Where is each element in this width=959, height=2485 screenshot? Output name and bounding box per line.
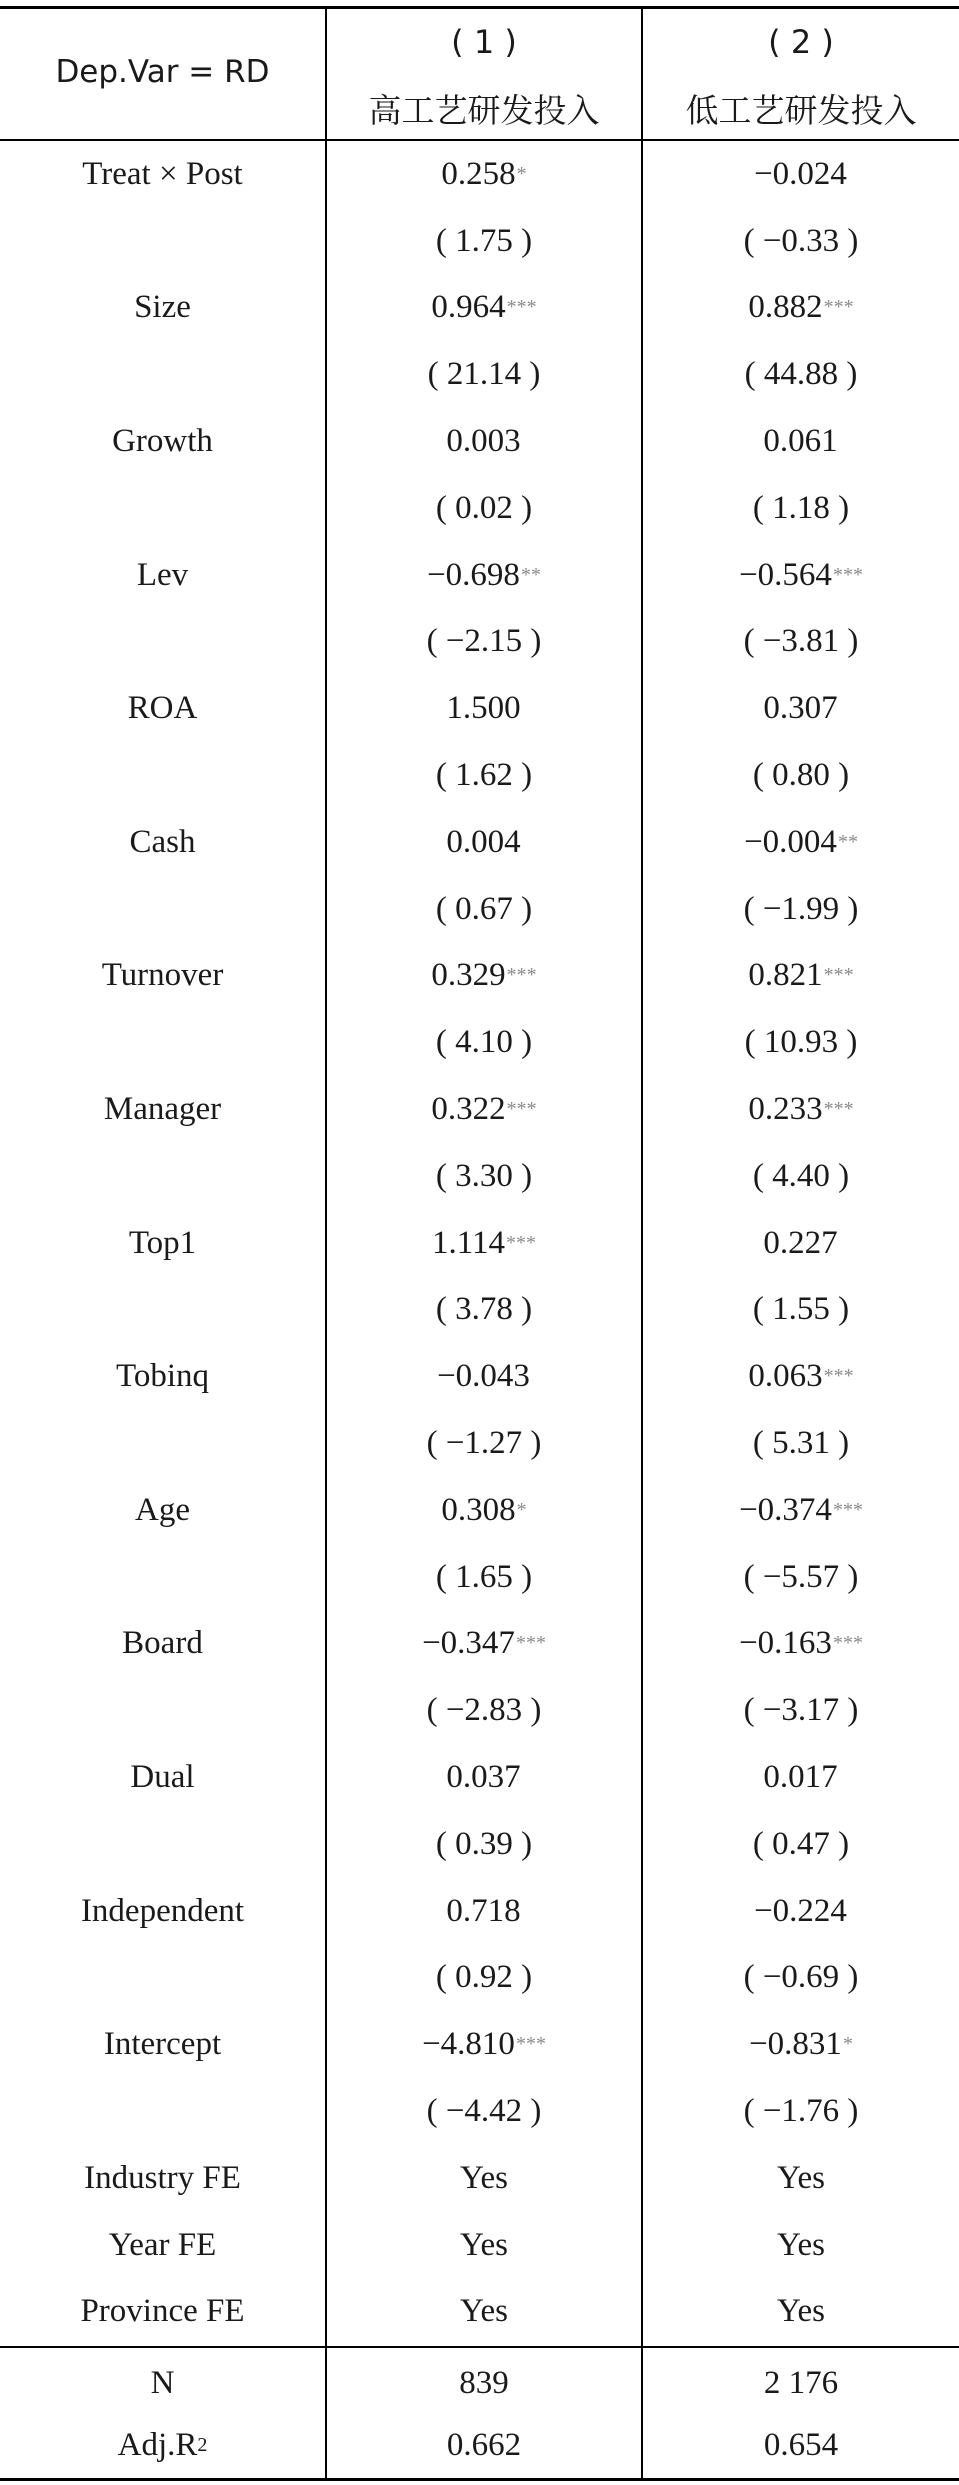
variable-label: Cash [129, 823, 196, 860]
coefficient-col2 [643, 1210, 959, 1277]
column-2-title: 低工艺研发投入 [685, 90, 917, 130]
coefficient-col1 [327, 1744, 641, 1811]
significance-stars: *** [506, 1231, 537, 1254]
t-stat-col1: ( −2.15 ) [426, 623, 542, 660]
coefficient-col2 [643, 542, 959, 609]
variable-label: Manager [103, 1091, 222, 1128]
coefficient-col2-value: 0.821 [748, 957, 823, 994]
variable-label: Intercept [103, 2026, 222, 2063]
coefficient-col2-value: 0.061 [763, 423, 838, 460]
t-stat-col1: ( 21.14 ) [427, 356, 541, 393]
coefficient-col1 [327, 675, 641, 742]
coefficient-col1 [327, 1477, 641, 1544]
t-stat-col1: ( 1.65 ) [435, 1558, 533, 1595]
significance-stars: *** [823, 1098, 854, 1121]
coefficient-col2 [643, 275, 959, 342]
t-stat-col2: ( 4.40 ) [752, 1157, 850, 1194]
n-value-1: 839 [459, 2364, 509, 2401]
variable-label: Lev [136, 556, 189, 593]
significance-stars: *** [823, 296, 854, 319]
coefficient-col2 [643, 2011, 959, 2078]
coefficient-col2 [643, 943, 959, 1010]
coefficient-col2 [643, 1076, 959, 1143]
significance-stars: *** [832, 563, 863, 586]
coefficient-col1-value: 0.329 [431, 957, 506, 994]
fixed-effect-col1: Yes [459, 2226, 509, 2263]
fixed-effect-col2: Yes [776, 2293, 826, 2330]
variable-label: Size [134, 289, 191, 326]
coefficient-col2 [643, 1878, 959, 1945]
variable-label: Independent [80, 1892, 245, 1929]
coefficient-col1-value: 0.964 [431, 289, 506, 326]
t-stat-col2: ( 1.18 ) [752, 489, 850, 526]
coefficient-col1-value: −0.347 [422, 1625, 515, 1662]
coefficient-col2-value: 0.882 [748, 289, 823, 326]
significance-stars: ** [837, 830, 858, 853]
fixed-effect-col1: Yes [459, 2159, 509, 2196]
coefficient-col1-value: 0.718 [446, 1892, 521, 1929]
t-stat-col1: ( 0.67 ) [435, 890, 533, 927]
t-stat-col1: ( −2.83 ) [426, 1692, 542, 1729]
coefficient-col1 [327, 1878, 641, 1945]
coefficient-col1-value: −0.698 [427, 556, 520, 593]
t-stat-col1: ( 3.30 ) [435, 1157, 533, 1194]
coefficient-col2 [643, 1744, 959, 1811]
coefficient-col2-value: −0.831 [749, 2026, 842, 2063]
t-stat-col2: ( −3.17 ) [743, 1692, 859, 1729]
column-1-number: ( 1 ) [451, 23, 517, 61]
coefficient-col1-value: 0.258 [441, 155, 516, 192]
t-stat-col2: ( 1.55 ) [752, 1291, 850, 1328]
t-stat-col2: ( −1.99 ) [743, 890, 859, 927]
column-2-number: ( 2 ) [768, 23, 834, 61]
coefficient-col2-value: −0.163 [739, 1625, 832, 1662]
column-1-title: 高工艺研发投入 [368, 90, 600, 130]
t-stat-col2: ( −1.76 ) [743, 2093, 859, 2130]
coefficient-col2-value: 0.227 [763, 1224, 838, 1261]
coefficient-col1 [327, 943, 641, 1010]
variable-label: Dual [130, 1759, 195, 1796]
coefficient-col1 [327, 1611, 641, 1678]
coefficient-col2-value: 0.017 [763, 1759, 838, 1796]
t-stat-col1: ( 0.39 ) [435, 1825, 533, 1862]
fixed-effect-label: Year FE [108, 2226, 217, 2263]
adj-r2-value-1: 0.662 [446, 2426, 522, 2463]
coefficient-col1 [327, 1343, 641, 1410]
t-stat-col2: ( −3.81 ) [743, 623, 859, 660]
t-stat-col2: ( 10.93 ) [744, 1024, 858, 1061]
significance-stars: *** [506, 296, 537, 319]
t-stat-col2: ( −0.33 ) [743, 222, 859, 259]
coefficient-col2 [643, 408, 959, 475]
adj-r2-text: Adj.R [117, 2426, 198, 2463]
coefficient-col1 [327, 809, 641, 876]
dep-var-header: Dep.Var = RD [55, 54, 270, 90]
adj-r2-value-2: 0.654 [763, 2426, 839, 2463]
coefficient-col1-value: 0.322 [431, 1091, 506, 1128]
coefficient-col1-value: −4.810 [422, 2026, 515, 2063]
coefficient-col2 [643, 1343, 959, 1410]
variable-label: ROA [127, 690, 198, 727]
coefficient-col2-value: 0.233 [748, 1091, 823, 1128]
top-rule [0, 6, 959, 9]
variable-label: Growth [112, 423, 213, 460]
significance-stars: *** [832, 1498, 863, 1521]
t-stat-col1: ( 3.78 ) [435, 1291, 533, 1328]
coefficient-col1 [327, 141, 641, 208]
t-stat-col1: ( 4.10 ) [435, 1024, 533, 1061]
significance-stars: *** [506, 964, 537, 987]
coefficient-col2-value: −0.024 [754, 155, 847, 192]
t-stat-col2: ( 44.88 ) [744, 356, 858, 393]
coefficient-col2-value: 0.307 [763, 690, 838, 727]
variable-label: Tobinq [115, 1358, 210, 1395]
coefficient-col2 [643, 809, 959, 876]
fixed-effect-col1: Yes [459, 2293, 509, 2330]
variable-label: Treat × Post [82, 155, 243, 192]
fixed-effect-col2: Yes [776, 2159, 826, 2196]
coefficient-col1 [327, 1076, 641, 1143]
significance-stars: ** [520, 563, 541, 586]
t-stat-col1: ( 0.92 ) [435, 1959, 533, 1996]
coefficient-col2 [643, 1611, 959, 1678]
t-stat-col1: ( 1.62 ) [435, 757, 533, 794]
significance-stars: *** [832, 1632, 863, 1655]
coefficient-col1-value: 0.308 [441, 1491, 516, 1528]
coefficient-col2-value: 0.063 [748, 1358, 823, 1395]
coefficient-col1-value: −0.043 [437, 1358, 530, 1395]
coefficient-col1 [327, 275, 641, 342]
coefficient-col1 [327, 542, 641, 609]
fixed-effect-label: Province FE [80, 2293, 245, 2330]
t-stat-col2: ( 0.47 ) [752, 1825, 850, 1862]
significance-stars: *** [515, 1632, 546, 1655]
bottom-rule [0, 2478, 959, 2481]
coefficient-col1 [327, 2011, 641, 2078]
t-stat-col1: ( −1.27 ) [426, 1425, 542, 1462]
fixed-effect-col2: Yes [776, 2226, 826, 2263]
coefficient-col2 [643, 141, 959, 208]
coefficient-col1 [327, 1210, 641, 1277]
variable-label: Top1 [128, 1224, 197, 1261]
fixed-effect-label: Industry FE [84, 2159, 241, 2196]
n-label: N [150, 2364, 175, 2401]
significance-stars: * [516, 1498, 527, 1521]
variable-label: Board [122, 1625, 203, 1662]
coefficient-col2-value: −0.374 [739, 1491, 832, 1528]
t-stat-col1: ( 0.02 ) [435, 489, 533, 526]
coefficient-col2 [643, 675, 959, 742]
coefficient-col1-value: 1.500 [446, 690, 521, 727]
t-stat-col1: ( −4.42 ) [426, 2093, 542, 2130]
significance-stars: *** [823, 1365, 854, 1388]
coefficient-col2-value: −0.564 [739, 556, 832, 593]
coefficient-col2-value: −0.224 [754, 1892, 847, 1929]
t-stat-col2: ( −0.69 ) [743, 1959, 859, 1996]
significance-stars: * [516, 162, 527, 185]
t-stat-col2: ( −5.57 ) [743, 1558, 859, 1595]
t-stat-col2: ( 5.31 ) [752, 1425, 850, 1462]
significance-stars: *** [823, 964, 854, 987]
significance-stars: * [842, 2033, 853, 2056]
variable-label: Age [135, 1491, 190, 1528]
adj-r2-superscript: 2 [197, 2433, 208, 2456]
coefficient-col1-value: 0.037 [446, 1759, 521, 1796]
stats-rule [0, 2346, 959, 2348]
t-stat-col1: ( 1.75 ) [435, 222, 533, 259]
n-value-2: 2 176 [763, 2364, 839, 2401]
adj-r2-label [0, 2415, 325, 2475]
t-stat-col2: ( 0.80 ) [752, 757, 850, 794]
coefficient-col1-value: 0.003 [446, 423, 521, 460]
significance-stars: *** [506, 1098, 537, 1121]
coefficient-col2-value: −0.004 [744, 823, 837, 860]
significance-stars: *** [515, 2033, 546, 2056]
coefficient-col1 [327, 408, 641, 475]
coefficient-col1-value: 0.004 [446, 823, 521, 860]
coefficient-col2 [643, 1477, 959, 1544]
coefficient-col1-value: 1.114 [431, 1224, 506, 1261]
variable-label: Turnover [101, 957, 224, 994]
